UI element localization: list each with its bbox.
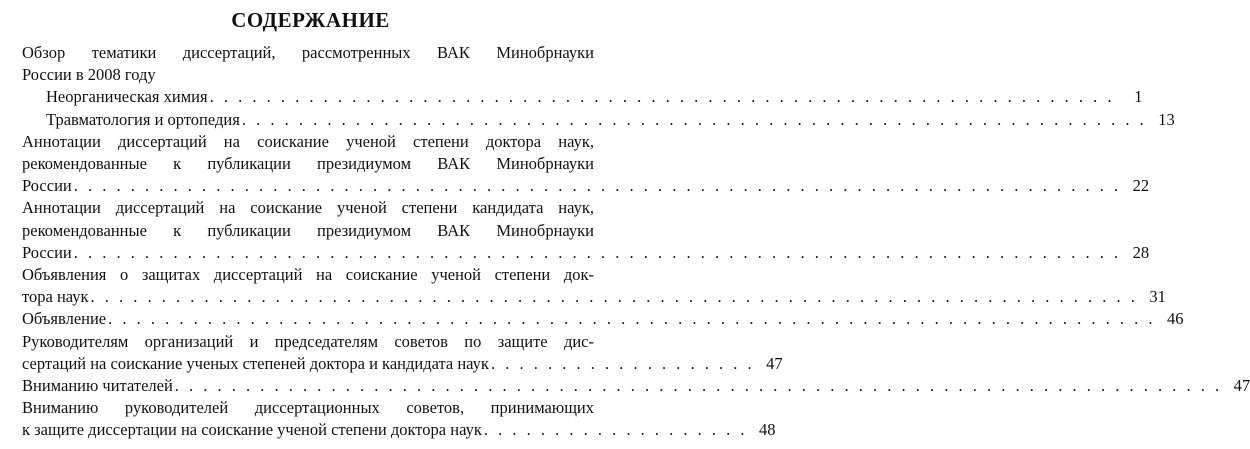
- leader-dots: . . . . . . . . . . . . . . . . . . . . . . . . . . . . . . . . . . . . . . . . . . . . . . . . . . . . . . . . . . . . . . . .: [209, 87, 1115, 107]
- toc-heading-line: Обзор тематики диссертаций, рассмотренных ВАК Минобрнауки: [22, 43, 594, 62]
- toc-page-number: 48: [758, 420, 776, 440]
- toc-heading-line: России в 2008 году: [22, 65, 156, 85]
- toc-entry-title: Травматология и ортопедия: [46, 109, 240, 129]
- toc-page-number: 31: [1149, 287, 1166, 307]
- toc-entry-title: Объявление: [22, 309, 107, 329]
- toc-page-number: 47: [766, 353, 783, 373]
- leader-dots: . . . . . . . . . . . . . . . . . . . . . . . . . . . . . . . . . . . . . . . . . . . . . . . . . . . . . . . . . . . . . . . . . . . . . . . . . .: [73, 176, 1122, 196]
- toc-page-number: 47: [1233, 376, 1250, 396]
- leader-dots: . . . . . . . . . . . . . . . . . . . . . . . . . . . . . . . . . . . . . . . . . . . . . . . . . . . . . . . . . . . . . . . . . . . . . . . . . .: [73, 242, 1122, 262]
- toc-entry-title: России: [22, 176, 72, 196]
- toc-entry-line: рекомендованные к публикации президиумом ВАК Минобрнауки: [22, 220, 594, 240]
- toc-entry-line: Руководителям организаций и председателям советов по защите дис-: [22, 331, 594, 351]
- toc-entry-line: рекомендованные к публикации президиумом ВАК Минобрнауки: [22, 154, 594, 174]
- toc-page-number: 46: [1167, 309, 1184, 329]
- page-title: СОДЕРЖАНИЕ: [231, 8, 390, 32]
- toc-entry-announcement[interactable]: [22, 308, 1184, 330]
- toc-entry-title: Неорганическая химия: [46, 87, 208, 107]
- toc-entry-title: к защите диссертации на соискание ученой степени доктора наук: [22, 420, 482, 440]
- leader-dots: . . . . . . . . . . . . . . . . . . . . . . . . . . . . . . . . . . . . . . . . . . . . . . . . . . . . . . . . . . . . . . . . . . . . . . . . . .: [174, 376, 1223, 396]
- toc-entry-line: Вниманию руководителей диссертационных советов, принимающих: [22, 398, 594, 418]
- toc-page-number: 22: [1132, 176, 1150, 196]
- toc-entry-title: Вниманию читателей: [22, 376, 173, 396]
- leader-dots: . . . . . . . . . . . . . . . . . . .: [483, 420, 748, 440]
- toc-entry-line: Аннотации диссертаций на соискание ученой степени доктора наук,: [22, 131, 594, 151]
- toc-entry-inorganic-chemistry[interactable]: [22, 86, 1143, 108]
- toc-entry-to-heads-of-organizations[interactable]: [22, 331, 783, 375]
- leader-dots: . . . . . . . . . . . . . . . . . . . . . . . . . . . . . . . . . . . . . . . . . . . . . . . . . . . . . . . . . . . . . . . . . . . . . . . . . .: [90, 287, 1138, 307]
- toc-entry-line: Аннотации диссертаций на соискание ученой степени кандидата наук,: [22, 198, 594, 218]
- toc-entry-defense-announcements[interactable]: [22, 264, 1166, 308]
- toc-entry-candidate-annotations[interactable]: [22, 197, 1150, 264]
- toc-section-heading: [22, 42, 594, 86]
- leader-dots: . . . . . . . . . . . . . . . . . . . . . . . . . . . . . . . . . . . . . . . . . . . . . . . . . . . . . . . . . . . . . . . .: [241, 109, 1147, 129]
- toc-page-number: 13: [1158, 109, 1175, 129]
- table-of-contents: [22, 42, 1250, 442]
- toc-page-number: 1: [1134, 87, 1143, 107]
- toc-page-number: 28: [1132, 242, 1150, 262]
- toc-entry-title: тора наук: [22, 287, 89, 307]
- toc-entry-title: России: [22, 242, 72, 262]
- toc-entry-doctoral-annotations[interactable]: [22, 131, 1150, 198]
- toc-entry-title: сертаций на соискание ученых степеней доктора и кандидата наук: [22, 353, 489, 373]
- toc-entry-traumatology[interactable]: [22, 109, 1175, 131]
- leader-dots: . . . . . . . . . . . . . . . . . . . . . . . . . . . . . . . . . . . . . . . . . . . . . . . . . . . . . . . . . . . . . . . . . . . . . . . . . .: [108, 309, 1156, 329]
- leader-dots: . . . . . . . . . . . . . . . . . . .: [490, 353, 755, 373]
- toc-entry-to-council-heads[interactable]: [22, 397, 776, 441]
- toc-entry-line: Объявления о защитах диссертаций на соискание ученой степени док-: [22, 265, 594, 285]
- toc-entry-to-readers[interactable]: [22, 375, 1250, 397]
